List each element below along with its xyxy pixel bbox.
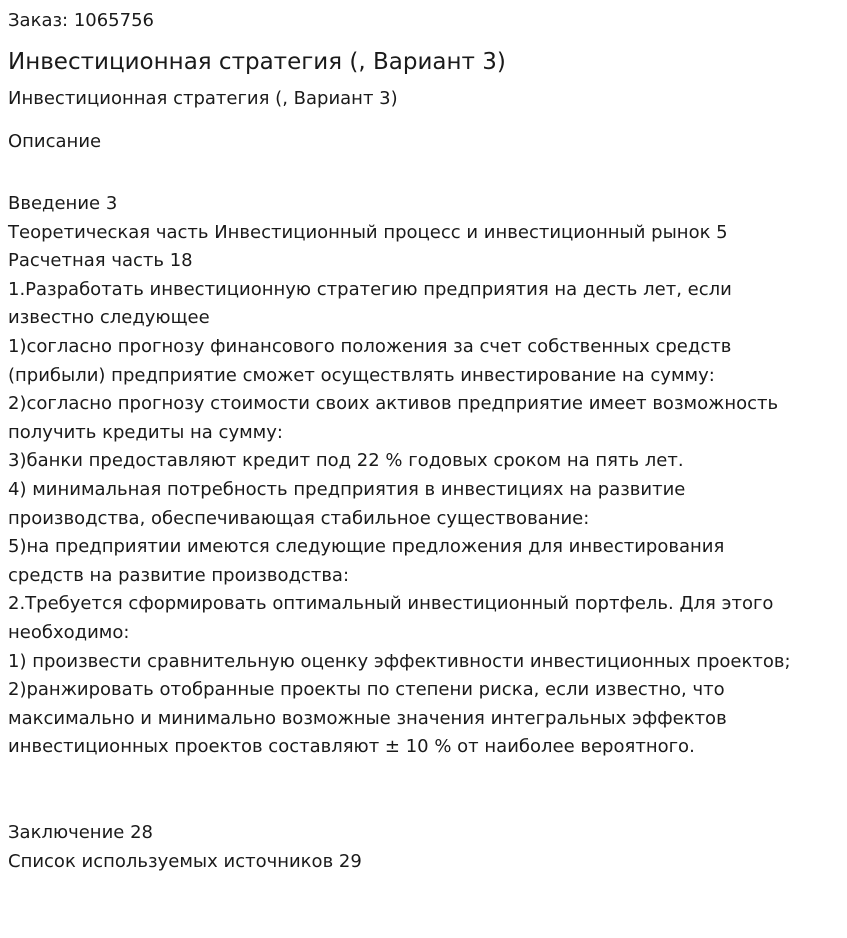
order-number: Заказ: 1065756 — [8, 10, 154, 31]
conclusion-line: Заключение 28 — [8, 822, 153, 844]
content-line: производства, обеспечивающая стабильное существование: — [8, 507, 590, 529]
page-title: Инвестиционная стратегия (, Вариант 3) — [8, 49, 506, 75]
sources-line: Список используемых источников 29 — [8, 850, 362, 872]
page-subtitle: Инвестиционная стратегия (, Вариант 3) — [8, 88, 398, 109]
content-line: 1)согласно прогнозу финансового положения за счет собственных средств — [8, 335, 732, 357]
content-line: получить кредиты на сумму: — [8, 421, 283, 443]
content-line: Расчетная часть 18 — [8, 250, 193, 272]
content-line: инвестиционных проектов составляют ± 10 % от наиболее вероятного. — [8, 736, 695, 758]
description-heading: Описание — [8, 131, 102, 152]
content-line: необходимо: — [8, 621, 130, 643]
content-line: 1.Разработать инвестиционную стратегию предприятия на десть лет, если — [8, 278, 732, 300]
content-line: 3)банки предоставляют кредит под 22 % годовых сроком на пять лет. — [8, 450, 684, 472]
content-line: известно следующее — [8, 307, 210, 329]
content-line: 2)ранжировать отобранные проекты по степени риска, если известно, что — [8, 679, 725, 701]
content-line: Введение 3 — [8, 193, 118, 214]
content-line: 1) произвести сравнительную оценку эффективности инвестиционных проектов; — [8, 650, 791, 672]
content-line: средств на развитие производства: — [8, 564, 350, 586]
spacer — [8, 762, 838, 819]
content-line: 2.Требуется сформировать оптимальный инвестиционный портфель. Для этого — [8, 593, 774, 615]
content-line: 5)на предприятии имеются следующие предложения для инвестирования — [8, 536, 725, 558]
content-line: максимально и минимально возможные значения интегральных эффектов — [8, 707, 727, 729]
content-line: 2)согласно прогнозу стоимости своих активов предприятие имеет возможность — [8, 393, 779, 415]
content-line: Теоретическая часть Инвестиционный процесс и инвестиционный рынок 5 — [8, 221, 728, 243]
content-line: 4) минимальная потребность предприятия в инвестициях на развитие — [8, 478, 686, 500]
content-line: (прибыли) предприятие сможет осуществлять инвестирование на сумму: — [8, 364, 715, 386]
description-body — [8, 190, 838, 876]
